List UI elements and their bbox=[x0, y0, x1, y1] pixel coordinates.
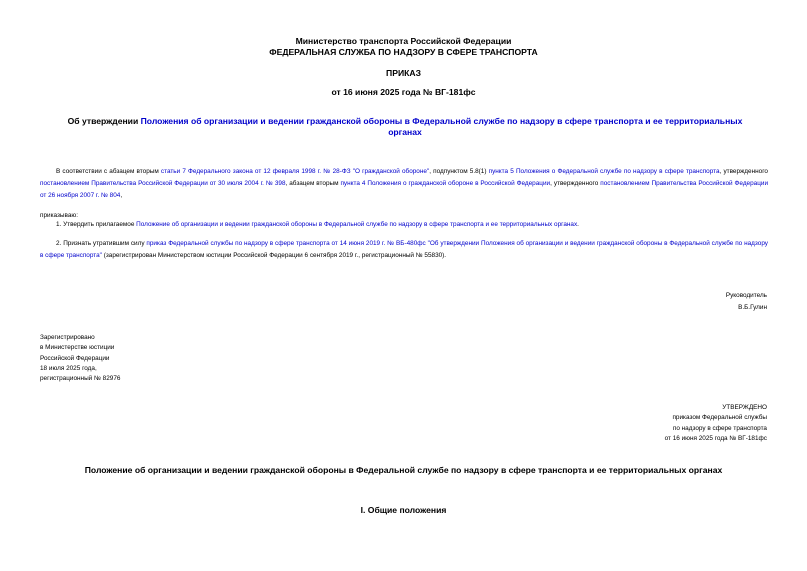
p1-text-3: , утвержденного bbox=[719, 168, 768, 175]
law-link[interactable]: статьи 7 Федерального закона от 12 февраля 1998 г. № 28-ФЗ "О гражданской обороне" bbox=[160, 168, 430, 175]
registration-line: Российской Федерации bbox=[40, 354, 110, 362]
p1-text-4: , абзацем вторым bbox=[285, 180, 341, 187]
p1-text-2: , подпунктом 5.8(1) bbox=[429, 168, 489, 175]
registration-line: Зарегистрировано bbox=[40, 334, 95, 341]
registration-line: регистрационный № 82976 bbox=[40, 375, 121, 383]
p3-text-1: 1. Утвердить прилагаемое bbox=[56, 221, 137, 228]
approval-line: по надзору в сфере транспорта bbox=[672, 424, 767, 432]
decree-804-link[interactable]: постановлением Правительства Российской Федерации от 26 ноября 2007 г. № 804 bbox=[40, 180, 769, 199]
paragraph-item-1 bbox=[40, 219, 768, 231]
regulation-link[interactable]: Положение об организации и ведении гражданской обороны в Федеральной службе по надзору в сфере транспорта и ее территориальных органах bbox=[136, 221, 578, 228]
regulation-title: Положение об организации и ведении гражданской обороны в Федеральной службе по надзору в сфере транспорта и ее территориальных органах bbox=[84, 465, 723, 475]
ministry-name: Министерство транспорта Российской Федерации bbox=[295, 36, 512, 46]
civil-defense-point-link[interactable]: пункта 4 Положения о гражданской обороне в Российской Федерации bbox=[340, 180, 551, 187]
signature-name: В.Б.Гулин bbox=[738, 304, 767, 311]
section-heading: I. Общие положения bbox=[360, 505, 447, 515]
document-title bbox=[50, 116, 760, 138]
p4-text-2: (зарегистрирован Министерством юстиции Российской Федерации 6 сентября 2019 г., регистрационный № 55830). bbox=[101, 252, 447, 259]
document-type: ПРИКАЗ bbox=[386, 68, 421, 78]
p4-text-1: 2. Признать утратившим силу bbox=[56, 240, 147, 247]
p3-text-2: . bbox=[577, 221, 579, 228]
approval-line: УТВЕРЖДЕНО bbox=[722, 404, 767, 411]
title-prefix: Об утверждении bbox=[67, 116, 141, 126]
registration-line: 18 июля 2025 года, bbox=[40, 364, 97, 372]
paragraph-item-2 bbox=[40, 238, 768, 262]
p1-text-5: , утвержденного bbox=[550, 180, 601, 187]
p1-text-1: В соответствии с абзацем вторым bbox=[56, 168, 161, 175]
registration-block bbox=[40, 333, 120, 384]
signature-position: Руководитель bbox=[725, 292, 767, 299]
old-order-link[interactable]: приказ Федеральной службы по надзору в сфере транспорта от 14 июня 2019 г. № ВБ-480фс "Об утверждении Положения об организации и ведении гражданской обороны в Федеральной службе по надзору в сфере транспорта" bbox=[40, 240, 769, 259]
paragraph-basis bbox=[40, 166, 768, 202]
decree-398-link[interactable]: постановлением Правительства Российской Федерации от 30 июля 2004 г. № 398 bbox=[40, 180, 286, 187]
document-date-number: от 16 июня 2025 года № ВГ-181фс bbox=[331, 87, 476, 97]
regulation-point-link[interactable]: пункта 5 Положения о Федеральной службе по надзору в сфере транспорта bbox=[488, 168, 720, 175]
signature-block bbox=[726, 290, 767, 314]
approval-line: приказом Федеральной службы bbox=[672, 414, 767, 422]
registration-line: в Министерстве юстиции bbox=[40, 344, 115, 352]
paragraph-order: приказываю: bbox=[40, 212, 78, 219]
approval-line: от 16 июня 2025 года № ВГ-181фс bbox=[664, 434, 767, 442]
p1-text-6: , bbox=[120, 192, 123, 199]
title-link[interactable]: Положения об организации и ведении гражданской обороны в Федеральной службе по надзору в сфере транспорта и ее территориальных органах bbox=[140, 116, 743, 137]
approval-block bbox=[665, 403, 767, 444]
service-name: ФЕДЕРАЛЬНАЯ СЛУЖБА ПО НАДЗОРУ В СФЕРЕ ТРАНСПОРТА bbox=[269, 47, 538, 57]
